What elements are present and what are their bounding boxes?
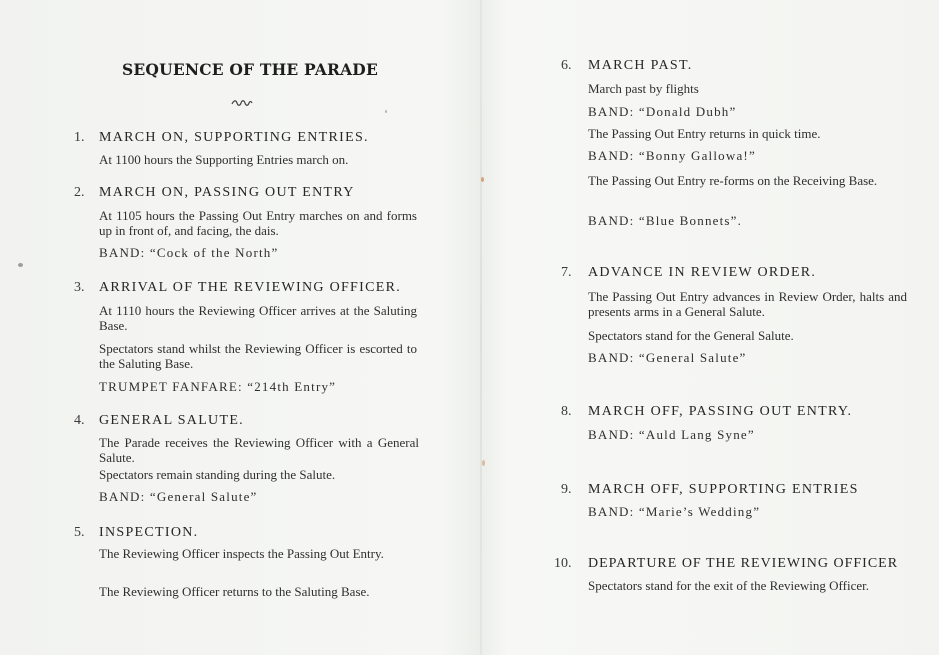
item-number: 1. <box>74 130 85 145</box>
item-heading: ARRIVAL OF THE REVIEWING OFFICER. <box>99 280 402 295</box>
item-heading: MARCH ON, SUPPORTING ENTRIES. <box>99 130 369 145</box>
item-paragraph: At 1105 hours the Passing Out Entry marches on and forms up in front of, and facing, the dais. <box>99 208 417 238</box>
item-text: Spectators stand for the General Salute. <box>588 328 794 343</box>
paper-speck <box>481 177 484 182</box>
item-number: 10. <box>554 556 572 571</box>
item-paragraph: Spectators stand for the exit of the Reviewing Officer. <box>588 578 869 593</box>
item-text: The Passing Out Entry returns in quick time. <box>588 126 821 141</box>
item-number: 8. <box>561 404 572 419</box>
item-paragraph: The Reviewing Officer returns to the Saluting Base. <box>99 584 370 599</box>
item-number: 2. <box>74 185 85 200</box>
item-text: At 1100 hours the Supporting Entries march on. <box>99 152 349 167</box>
item-number: 5. <box>74 525 85 540</box>
item-heading: MARCH ON, PASSING OUT ENTRY <box>99 185 355 200</box>
item-paragraph: The Passing Out Entry advances in Review Order, halts and presents arms in a General Salute. <box>588 289 907 319</box>
item-text: Spectators remain standing during the Salute. <box>99 467 336 482</box>
item-heading: GENERAL SALUTE. <box>99 413 244 428</box>
item-paragraph: The Reviewing Officer inspects the Passing Out Entry. <box>99 546 384 561</box>
item-heading: DEPARTURE OF THE REVIEWING OFFICER <box>588 556 899 571</box>
flourish-ornament-icon <box>231 99 253 107</box>
item-number: 3. <box>74 280 85 295</box>
item-heading: MARCH OFF, PASSING OUT ENTRY. <box>588 404 853 419</box>
item-heading: MARCH OFF, SUPPORTING ENTRIES <box>588 482 859 497</box>
paper-speck <box>18 263 23 267</box>
item-number: 9. <box>561 482 572 497</box>
band-line: BAND: “General Salute” <box>588 350 747 365</box>
item-paragraph: Spectators stand whilst the Reviewing Officer is escorted to the Saluting Base. <box>99 341 417 371</box>
item-heading: MARCH PAST. <box>588 58 693 73</box>
item-heading: INSPECTION. <box>99 525 199 540</box>
item-paragraph: At 1110 hours the Reviewing Officer arrives at the Saluting Base. <box>99 303 417 333</box>
band-line: BAND: “Bonny Gallowa!” <box>588 148 756 163</box>
paper-speck <box>385 110 387 113</box>
item-number: 4. <box>74 413 85 428</box>
band-line: BAND: “Auld Lang Syne” <box>588 427 755 442</box>
item-paragraph: The Parade receives the Reviewing Officer with a General Salute. <box>99 435 419 465</box>
band-line: BAND: “Blue Bonnets”. <box>588 213 743 228</box>
page-title: SEQUENCE OF THE PARADE <box>122 60 378 79</box>
band-line: BAND: “Marie’s Wedding” <box>588 504 761 519</box>
item-paragraph: The Passing Out Entry re-forms on the Receiving Base. <box>588 173 878 188</box>
item-text: March past by flights <box>588 81 699 96</box>
page-fold <box>480 0 482 655</box>
band-line: BAND: “Donald Dubh” <box>588 104 737 119</box>
item-number: 7. <box>561 265 572 280</box>
fanfare-line: TRUMPET FANFARE: “214th Entry” <box>99 379 337 394</box>
item-number: 6. <box>561 58 572 73</box>
band-line: BAND: “Cock of the North” <box>99 245 279 260</box>
item-heading: ADVANCE IN REVIEW ORDER. <box>588 265 817 280</box>
paper-speck <box>482 460 485 466</box>
band-line: BAND: “General Salute” <box>99 489 258 504</box>
